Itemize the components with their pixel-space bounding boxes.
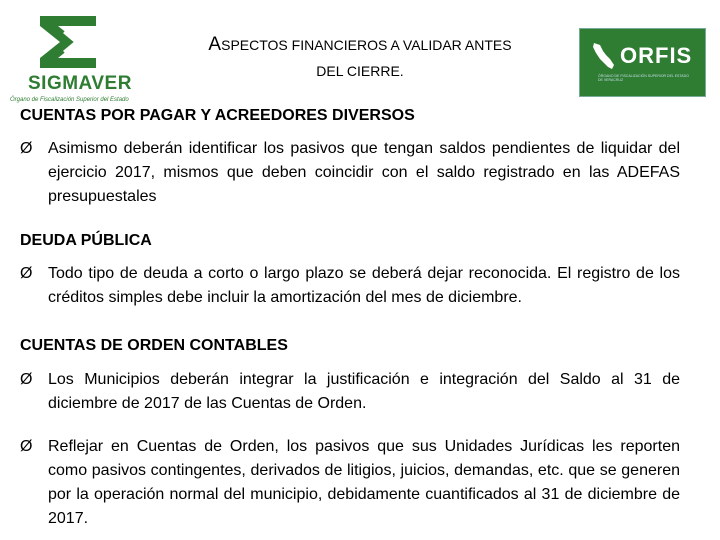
bullet-arrow-icon: Ø — [20, 371, 33, 388]
list-item — [20, 137, 680, 209]
bullet-text: Todo tipo de deuda a corto o largo plazo se deberá dejar reconocida. El registro de los créditos simples debe incluir la amortización del mes de diciembre. — [48, 265, 680, 306]
section-heading-cuentas-por-pagar: CUENTAS POR PAGAR Y ACREEDORES DIVERSOS — [20, 107, 415, 124]
list-item — [20, 435, 680, 531]
sigmaver-name: SIGMAVER — [28, 73, 132, 94]
sigmaver-subtitle: Órgano de Fiscalización Superior del Estado — [10, 97, 129, 103]
orfis-name: ORFIS — [620, 43, 693, 68]
veracruz-map-icon — [590, 41, 616, 71]
title-line-1: ASPECTOS FINANCIEROS A VALIDAR ANTES — [208, 34, 512, 55]
list-item — [20, 262, 680, 310]
title-line-2: DEL CIERRE. — [316, 63, 404, 79]
section-heading-cuentas-de-orden: CUENTAS DE ORDEN CONTABLES — [20, 337, 288, 354]
list-item — [20, 368, 680, 416]
bullet-text: Asimismo deberán identificar los pasivos que tengan saldos pendientes de liquidar del ejercicio 2017, mismos que deben coincidir con el saldo registrado en las ADEFAS presupuestales — [48, 140, 680, 205]
page-title — [160, 32, 560, 84]
bullet-arrow-icon: Ø — [20, 140, 33, 157]
sigmaver-logo — [10, 10, 160, 103]
orfis-logo — [579, 28, 706, 97]
bullet-text: Reflejar en Cuentas de Orden, los pasivos que sus Unidades Jurídicas les reporten como pasivos contingentes, derivados de litigios, juicios, demandas, etc. que se generen por la operación normal del municipio, debidamente cuantificados al 31 de diciembre de 2017. — [48, 438, 680, 527]
bullet-arrow-icon: Ø — [20, 438, 33, 455]
sigma-icon — [38, 14, 102, 70]
bullet-arrow-icon: Ø — [20, 265, 33, 282]
bullet-text: Los Municipios deberán integrar la justificación e integración del Saldo al 31 de diciembre de 2017 de las Cuentas de Orden. — [48, 371, 680, 412]
section-heading-deuda-publica: DEUDA PÚBLICA — [20, 232, 152, 249]
orfis-subtitle: ÓRGANO DE FISCALIZACIÓN SUPERIOR DEL ESTADO DE VERACRUZ — [598, 74, 689, 82]
